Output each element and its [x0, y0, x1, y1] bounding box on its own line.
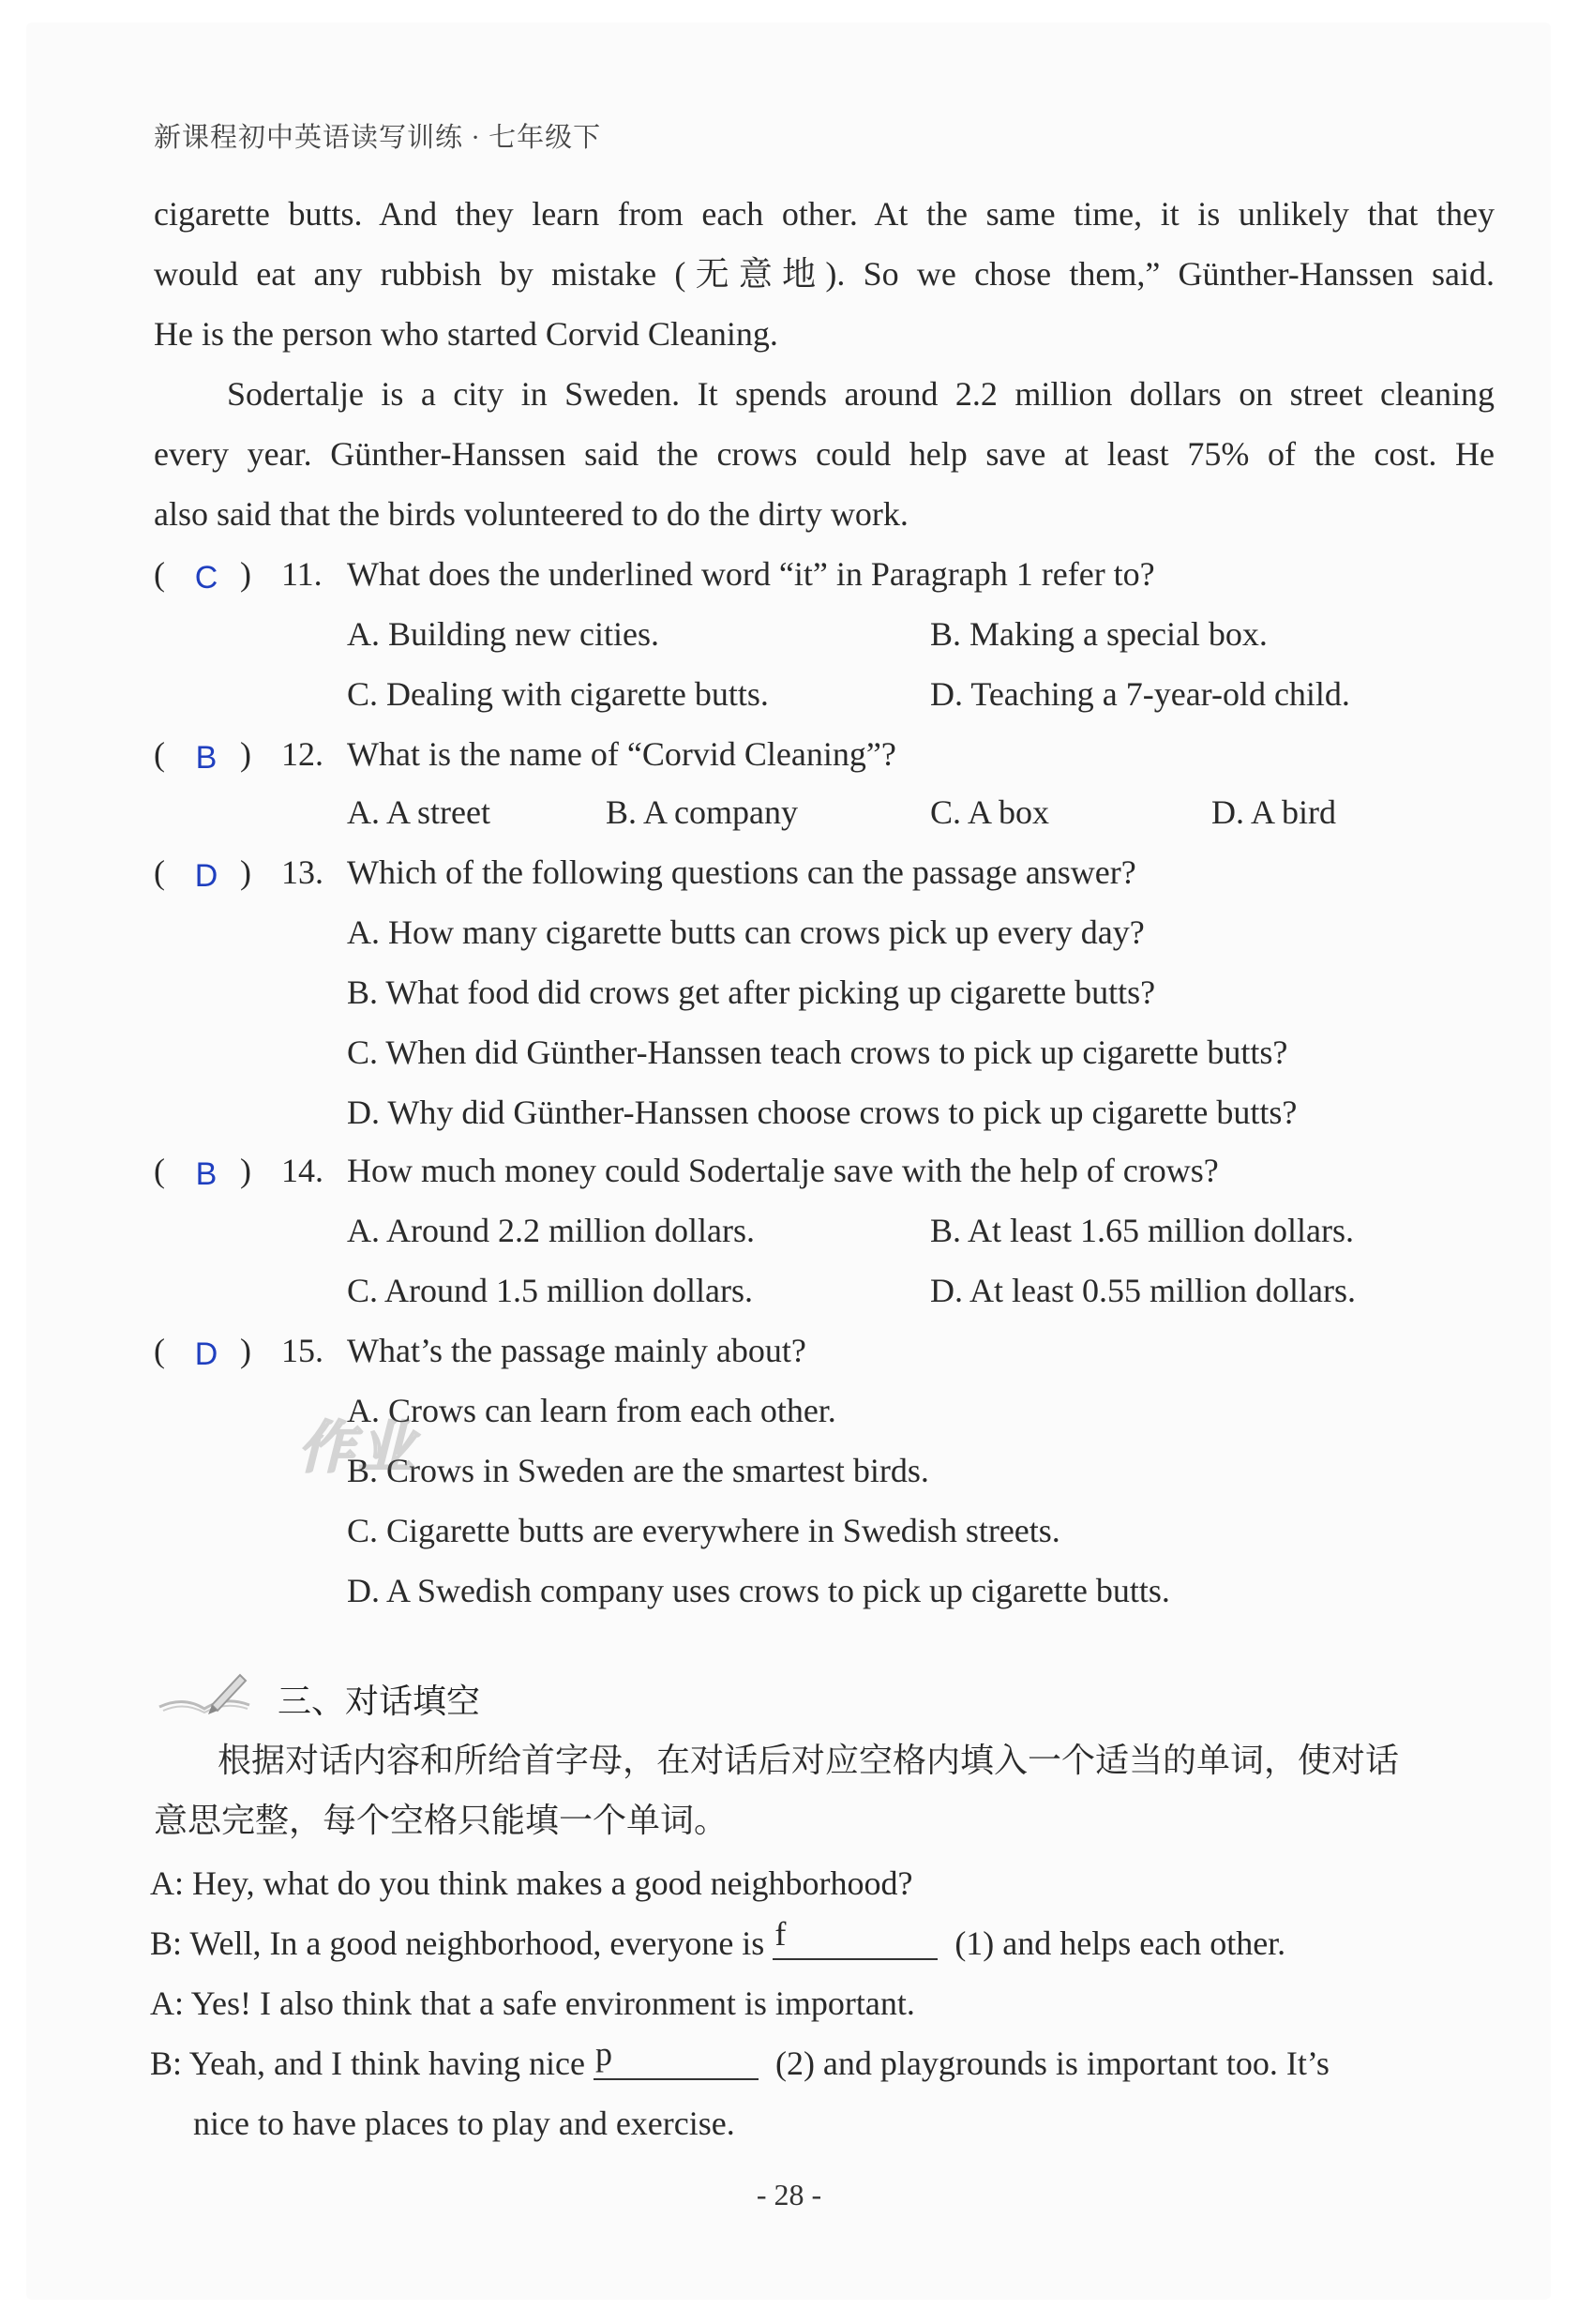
dialogue-line: B: Yeah, and I think having nice p (2) and playgrounds is important too. It’s — [150, 2035, 1330, 2082]
option: A. Around 2.2 million dollars. — [347, 1212, 755, 1249]
section-instruction: 意思完整，每个空格只能填一个单词。 — [154, 1802, 729, 1840]
question-text: What is the name of “Corvid Cleaning”? — [347, 735, 896, 773]
option: C. Dealing with cigarette butts. — [347, 675, 769, 713]
answer-letter: B — [195, 1156, 218, 1192]
option: B. What food did crows get after picking up cigarette butts? — [347, 973, 1156, 1011]
passage-paragraph-2 — [154, 364, 1495, 544]
section-instruction: 根据对话内容和所给首字母，在对话后对应空格内填入一个适当的单词，使对话 — [218, 1742, 1400, 1780]
question-15: ( D ) 15. What’s the passage mainly about? — [154, 1320, 1504, 1381]
question-13: ( D ) 13. Which of the following questions can the passage answer? — [154, 842, 1504, 902]
question-12: ( B ) 12. What is the name of “Corvid Cleaning”? — [154, 724, 1504, 784]
svg-text:作业: 作业 — [298, 1415, 418, 1481]
question-14: ( B ) 14. How much money could Sodertalje save with the help of crows? — [154, 1140, 1504, 1200]
page-header: 新课程初中英语读写训练 · 七年级下 — [154, 123, 602, 153]
option: C. Cigarette butts are everywhere in Swedish streets. — [347, 1512, 1060, 1549]
option: A. Building new cities. — [347, 615, 659, 653]
answer-letter: D — [194, 1336, 218, 1372]
question-text: What’s the passage mainly about? — [347, 1332, 806, 1369]
question-text: Which of the following questions can the passage answer? — [347, 853, 1136, 891]
page-number: - 28 - — [756, 2178, 822, 2211]
option: D. Teaching a 7-year-old child. — [930, 675, 1350, 713]
dialogue-line: A: Yes! I also think that a safe environment is important. — [150, 1984, 915, 2022]
watermark-logo — [291, 1409, 478, 1499]
option: B. A company — [606, 793, 798, 831]
option: D. A Swedish company uses crows to pick up cigarette butts. — [347, 1572, 1170, 1609]
passage-paragraph-1 — [154, 184, 1495, 364]
answer-letter: C — [194, 560, 218, 596]
question-11: ( C ) 11. What does the underlined word “it” in Paragraph 1 refer to? — [154, 544, 1504, 604]
passage-line: He is the person who started Corvid Cleaning. — [154, 315, 778, 353]
passage-line: cigarette butts. And they learn from each other. At the same time, it is unlikely that they — [154, 195, 1495, 233]
dialogue-line: B: Well, In a good neighborhood, everyone is f (1) and helps each other. — [150, 1915, 1286, 1962]
option: A. How many cigarette butts can crows pick up every day? — [347, 913, 1145, 951]
answer-blank-2[interactable]: p — [594, 2041, 759, 2080]
answer-letter: B — [195, 740, 218, 776]
question-number: 15. — [281, 1332, 323, 1369]
option: A. Crows can learn from each other. — [347, 1392, 836, 1429]
answer-blank-1[interactable]: f — [773, 1921, 938, 1960]
question-number: 12. — [281, 735, 323, 773]
answer-letter: D — [194, 858, 218, 894]
option: D. A bird — [1211, 793, 1337, 831]
question-number: 13. — [281, 853, 323, 891]
question-text: How much money could Sodertalje save with the help of crows? — [347, 1152, 1219, 1189]
option: C. When did Günther-Hanssen teach crows to pick up cigarette butts? — [347, 1034, 1288, 1071]
dialogue-line: A: Hey, what do you think makes a good neighborhood? — [150, 1864, 913, 1902]
option: D. Why did Günther-Hanssen choose crows to pick up cigarette butts? — [347, 1094, 1298, 1131]
question-number: 14. — [281, 1152, 323, 1189]
passage-line: every year. Günther-Hanssen said the crows could help save at least 75% of the cost. He — [154, 435, 1495, 473]
option: B. Crows in Sweden are the smartest birds. — [347, 1452, 929, 1489]
dialogue-line: nice to have places to play and exercise. — [193, 2105, 735, 2142]
option: B. At least 1.65 million dollars. — [930, 1212, 1354, 1249]
passage-line: Sodertalje is a city in Sweden. It spends around 2.2 million dollars on street cleaning — [227, 375, 1495, 413]
passage-line: also said that the birds volunteered to do the dirty work. — [154, 495, 909, 533]
option: C. A box — [930, 793, 1050, 831]
pencil-book-icon — [156, 1668, 253, 1720]
question-text: What does the underlined word “it” in Paragraph 1 refer to? — [347, 555, 1155, 593]
question-number: 11. — [281, 555, 323, 593]
option: B. Making a special box. — [930, 615, 1268, 653]
option: A. A street — [347, 793, 490, 831]
passage-line: would eat any rubbish by mistake (无意地). So we chose them,” Günther-Hanssen said. — [154, 255, 1495, 293]
option: D. At least 0.55 million dollars. — [930, 1272, 1356, 1309]
option: C. Around 1.5 million dollars. — [347, 1272, 754, 1309]
section-title: 三、对话填空 — [278, 1683, 481, 1721]
